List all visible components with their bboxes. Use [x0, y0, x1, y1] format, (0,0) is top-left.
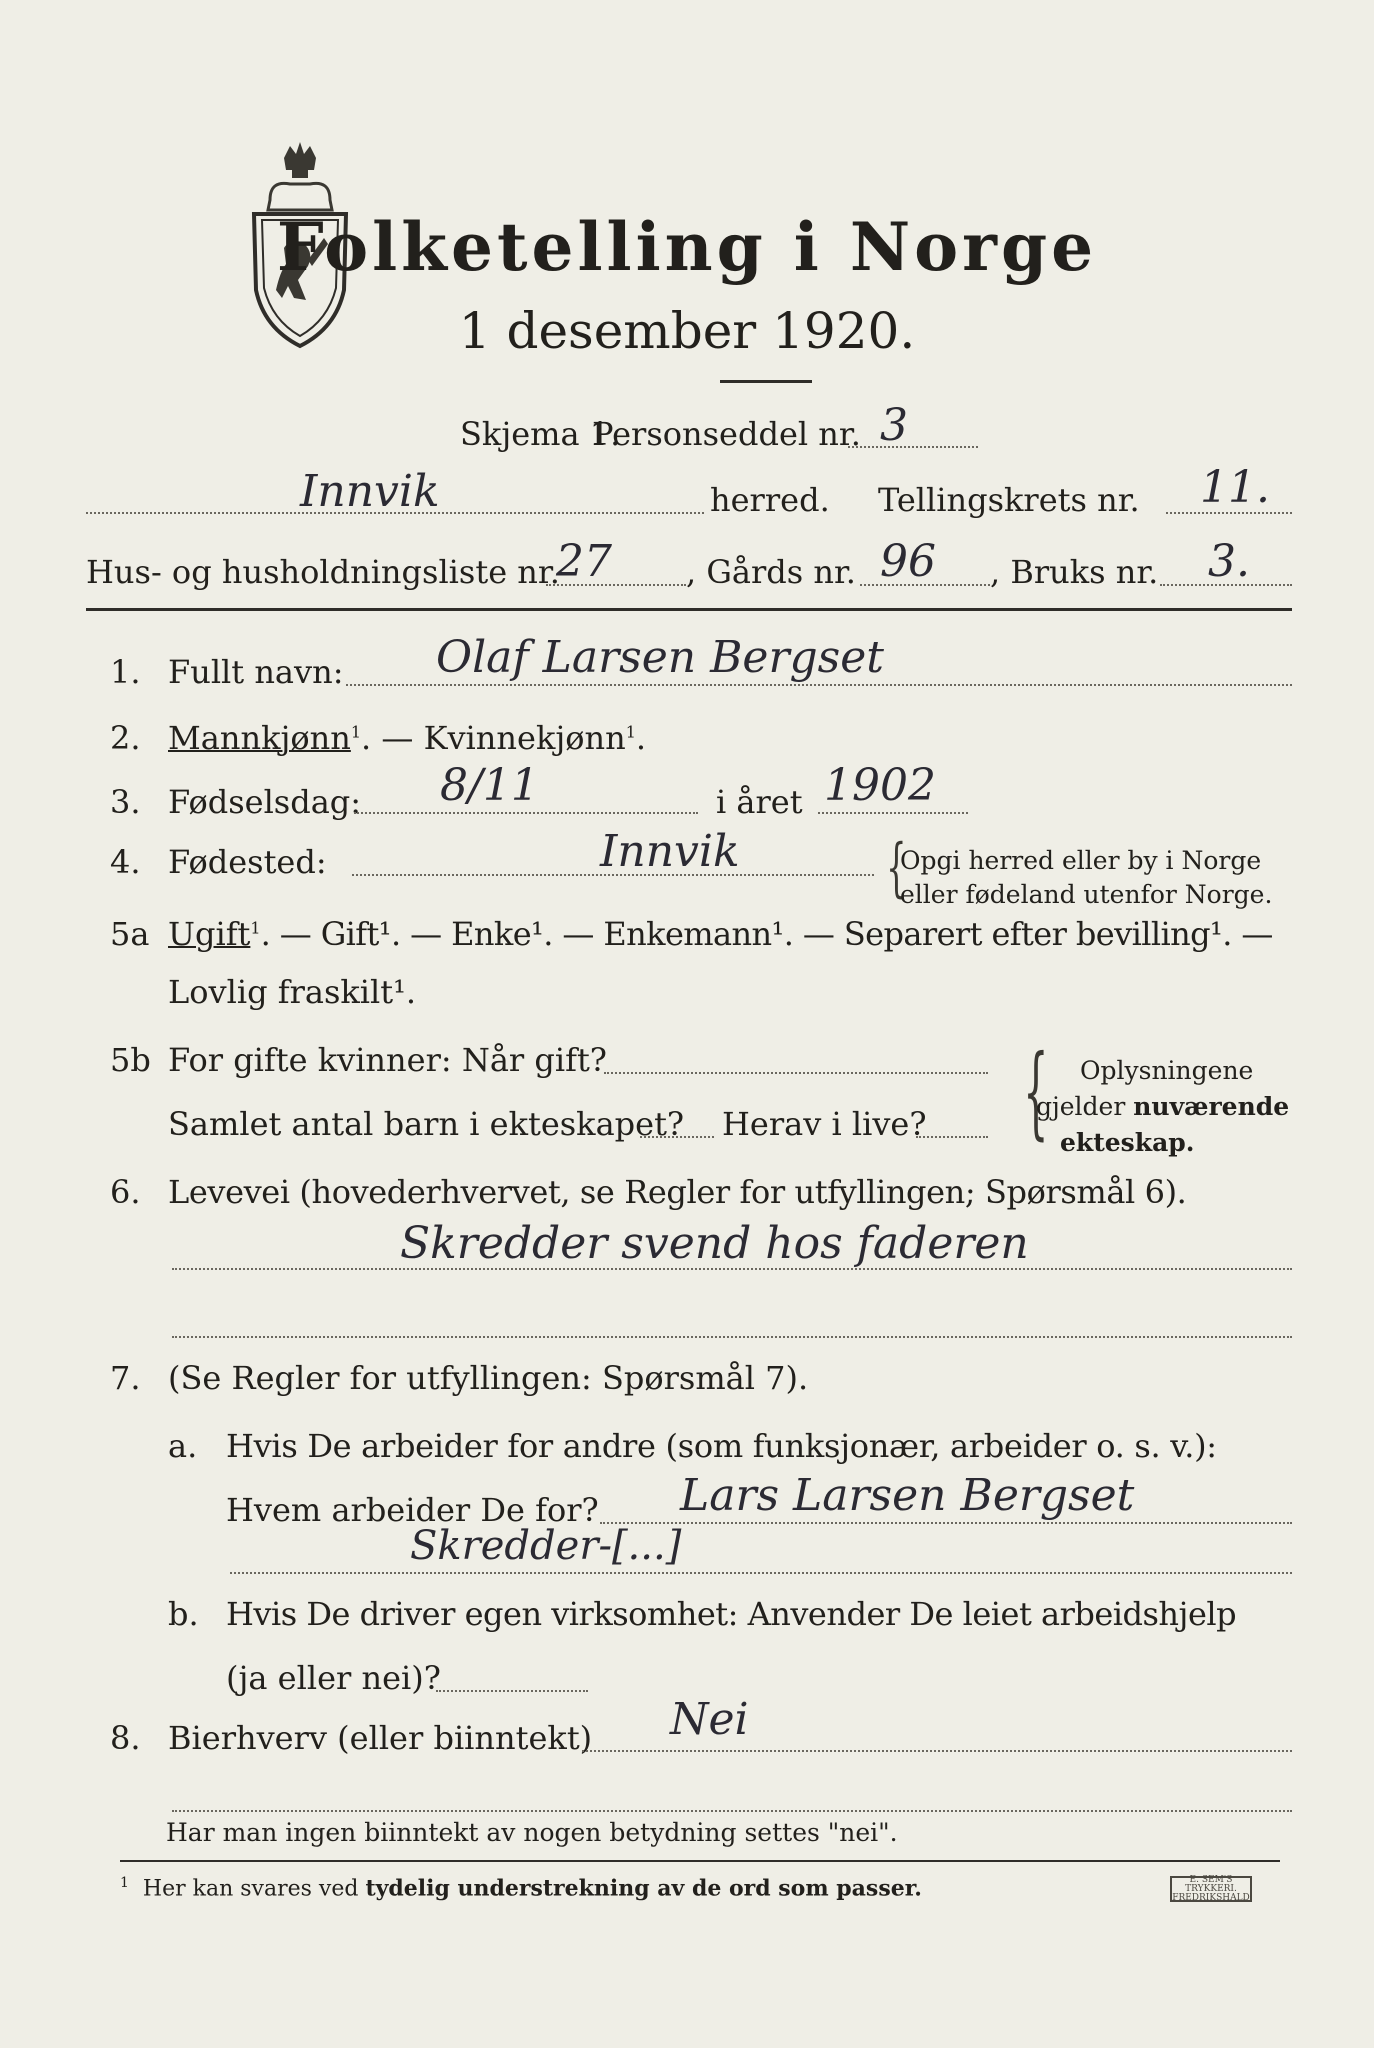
- q5a-rest: . — Gift¹. — Enke¹. — Enkemann¹. — Separert efter bevilling¹. —: [260, 915, 1273, 953]
- q7a-label-2: Hvem arbeider De for?: [226, 1491, 599, 1529]
- q1-label: Fullt navn:: [168, 653, 344, 691]
- personseddel-label: Personseddel nr.: [592, 415, 861, 453]
- q3-value: 8/11: [440, 760, 539, 811]
- q7a-letter: a.: [168, 1427, 198, 1465]
- form-title: Folketelling i Norge: [276, 208, 1098, 286]
- q5b-line-1: [604, 1072, 988, 1074]
- q7b-line: [436, 1690, 588, 1692]
- q4-label: Fødested:: [168, 843, 327, 881]
- q5a-ugift: Ugift: [168, 915, 251, 953]
- herred-value: Innvik: [300, 466, 440, 517]
- form-date: 1 desember 1920.: [458, 302, 916, 360]
- q7-number: 7.: [110, 1359, 141, 1397]
- q4-note-1: Opgi herred eller by i Norge: [900, 846, 1262, 875]
- q3-number: 3.: [110, 783, 141, 821]
- q2-number: 2.: [110, 719, 141, 757]
- q1-number: 1.: [110, 653, 141, 691]
- q5b-note-2a: gjelder: [1036, 1092, 1134, 1121]
- q7b-letter: b.: [168, 1595, 199, 1633]
- q7-label: (Se Regler for utfyllingen: Spørsmål 7).: [168, 1359, 809, 1397]
- q5b-line-2: [640, 1136, 714, 1138]
- q8-label: Bierhverv (eller biinntekt): [168, 1719, 593, 1757]
- tellingskrets-label: Tellingskrets nr.: [878, 481, 1140, 519]
- q3-year-line: [818, 812, 968, 814]
- q2-separator: . —: [361, 719, 424, 757]
- q2-male-footnote-mark: 1: [350, 722, 362, 742]
- q5b-note-3: ekteskap.: [1060, 1128, 1195, 1157]
- header-divider: [86, 608, 1292, 611]
- q5a-options: [168, 915, 1273, 953]
- footer-divider: [120, 1860, 1280, 1862]
- q3-year-value: 1902: [824, 760, 936, 811]
- q7a-value: Lars Larsen Bergset: [680, 1470, 1135, 1521]
- q3-label: Fødselsdag:: [168, 783, 362, 821]
- herred-label: herred.: [710, 481, 830, 519]
- q1-line: [346, 684, 1292, 686]
- footer-note: Har man ingen biinntekt av nogen betydning settes "nei".: [166, 1818, 898, 1847]
- q4-brace: {: [886, 831, 907, 905]
- q7a-line-2: [230, 1572, 1292, 1574]
- q7b-label-2: (ja eller nei)?: [226, 1659, 441, 1697]
- q7a-value-2: Skredder-[...]: [410, 1523, 682, 1569]
- footnote-text-a: Her kan svares ved: [142, 1876, 366, 1902]
- q3-line: [354, 812, 698, 814]
- q4-value: Innvik: [600, 826, 740, 877]
- q2-male: Mannkjønn: [168, 719, 351, 757]
- q5b-label-3: Herav i live?: [722, 1105, 927, 1143]
- q5b-brace: {: [1023, 1033, 1049, 1150]
- q6-line-1: [172, 1268, 1292, 1270]
- q5b-note-2b: nuværende: [1133, 1092, 1290, 1121]
- q4-note-2: eller fødeland utenfor Norge.: [900, 880, 1273, 909]
- q3-year-label: i året: [716, 783, 803, 821]
- printer-stamp: E. SEM'S TRYKKERI. FREDRIKSHALD: [1170, 1876, 1252, 1902]
- q1-value: Olaf Larsen Bergset: [436, 632, 884, 683]
- q8-number: 8.: [110, 1719, 141, 1757]
- tellingskrets-value: 11.: [1200, 462, 1270, 513]
- title-divider: [720, 380, 812, 383]
- q6-line-2: [172, 1336, 1292, 1338]
- q2-end: .: [635, 719, 647, 757]
- footnote: [120, 1876, 922, 1900]
- q7a-label: Hvis De arbeider for andre (som funksjonær, arbeider o. s. v.):: [226, 1427, 1217, 1465]
- q6-value: Skredder svend hos faderen: [400, 1218, 1029, 1269]
- herred-line: [86, 512, 704, 514]
- q7a-line-1: [600, 1522, 1292, 1524]
- gards-value: 96: [880, 536, 936, 587]
- q5b-line-3: [916, 1136, 988, 1138]
- gards-label: , Gårds nr.: [686, 553, 856, 591]
- q2-options: [168, 719, 647, 757]
- footnote-text-b: tydelig understrekning av de ord som passer.: [365, 1875, 922, 1902]
- q5a-ugift-footnote-mark: 1: [250, 918, 261, 938]
- husliste-label: Hus- og husholdningsliste nr.: [86, 553, 560, 591]
- q2-female-footnote-mark: 1: [625, 722, 636, 742]
- q5b-label: For gifte kvinner: Når gift?: [168, 1041, 607, 1079]
- q8-line: [582, 1750, 1292, 1752]
- q6-label: Levevei (hovederhvervet, se Regler for utfyllingen; Spørsmål 6).: [168, 1173, 1187, 1211]
- bruks-value: 3.: [1208, 536, 1250, 587]
- q4-number: 4.: [110, 843, 141, 881]
- personseddel-line: [848, 446, 978, 448]
- q7b-label: Hvis De driver egen virksomhet: Anvender De leiet arbeidshjelp: [226, 1595, 1237, 1633]
- q5b-note-1: Oplysningene: [1080, 1056, 1254, 1085]
- q5a-line-2: Lovlig fraskilt¹.: [168, 973, 417, 1011]
- q5b-label-2: Samlet antal barn i ekteskapet?: [168, 1105, 685, 1143]
- bruks-label: , Bruks nr.: [990, 553, 1159, 591]
- q5a-number: 5a: [110, 915, 150, 953]
- footnote-mark: 1: [120, 1875, 129, 1891]
- q6-number: 6.: [110, 1173, 141, 1211]
- skjema-label: Skjema 1.: [460, 415, 621, 453]
- q2-female: Kvinnekjønn: [423, 719, 626, 757]
- q8-value: Nei: [670, 1694, 749, 1745]
- q5b-note-2: [1036, 1094, 1289, 1119]
- q8-line-2: [172, 1810, 1292, 1812]
- q5b-number: 5b: [110, 1041, 151, 1079]
- husliste-value: 27: [556, 536, 612, 587]
- personseddel-value: 3: [880, 400, 908, 451]
